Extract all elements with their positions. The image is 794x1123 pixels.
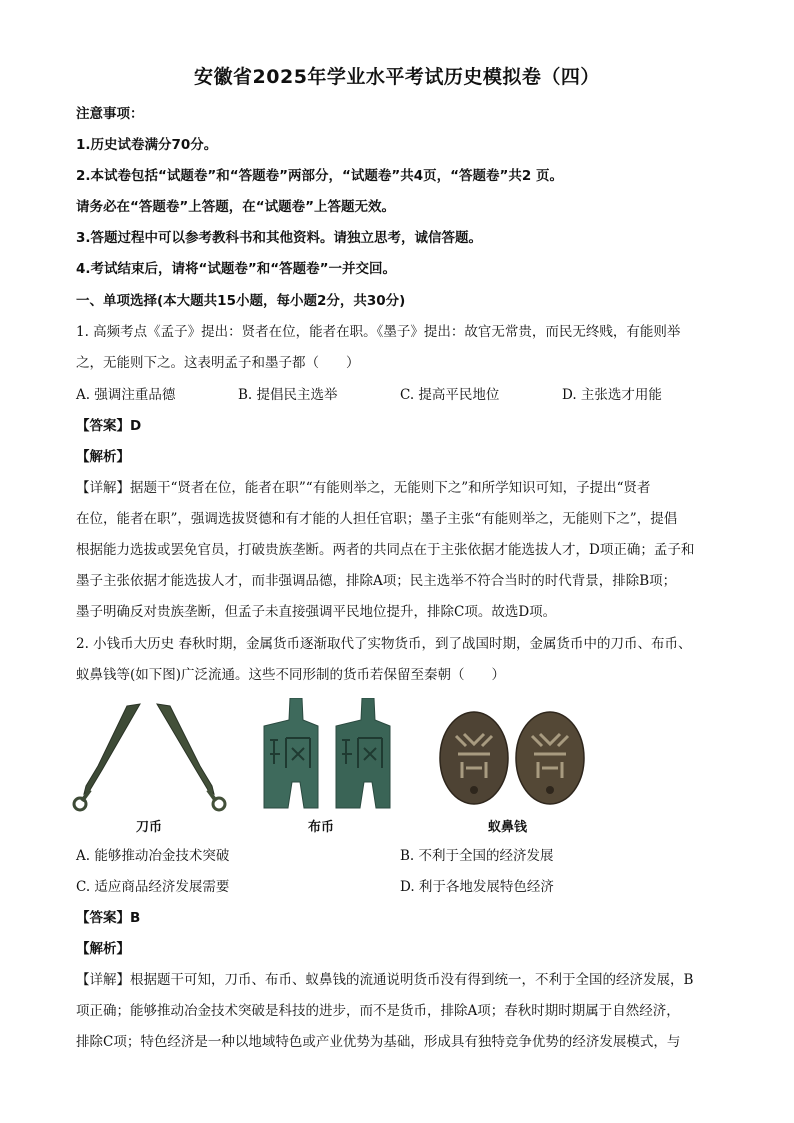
caption-knife-coin: 刀币 [136,820,163,835]
q2-detail-line: 项正确；能够推动冶金技术突破是科技的进步，而不是货币，排除A项；春秋时期时期属于自然经济， [76,1003,680,1019]
q1-option-c: C. 提高平民地位 [400,387,500,403]
q1-option-b: B. 提倡民主选举 [238,387,338,403]
section-heading: 一、单项选择(本大题共15小题，每小题2分，共30分) [76,293,406,309]
q1-detail-line: 根据能力选拔或罢免官员，打破贵族垄断。两者的共同点在于主张依据才能选拔人才，D项正确；孟子和 [76,542,695,558]
page-title: 安徽省2025年学业水平考试历史模拟卷（四） [194,66,600,88]
note-item: 4.考试结束后，请将“试题卷”和“答题卷”一并交回。 [76,261,397,277]
q2-answer: 【答案】B [76,910,141,926]
q1-detail-line: 墨子明确反对贵族垄断，但孟子未直接强调平民地位提升，排除C项。故选D项。 [76,604,557,620]
spade-coin-image [264,698,390,808]
q1-stem-line: 之，无能则下之。这表明孟子和墨子都（ ） [76,355,360,371]
q2-detail-line: 排除C项；特色经济是一种以地域特色或产业优势为基础，形成具有独特竞争优势的经济发展模式，与 [76,1034,681,1050]
q2-detail-line: 【详解】根据题干可知，刀币、布币、蚁鼻钱的流通说明货币没有得到统一，不利于全国的经济发展，B [76,972,694,988]
q1-option-d: D. 主张选才用能 [562,387,662,403]
q2-analysis-label: 【解析】 [76,941,130,957]
q2-option-c: C. 适应商品经济发展需要 [76,879,230,895]
note-item: 2.本试卷包括“试题卷”和“答题卷”两部分，“试题卷”共4页，“答题卷”共2 页。 [76,168,563,184]
q2-stem-line: 蚁鼻钱等(如下图)广泛流通。这些不同形制的货币若保留至秦朝（ ） [76,667,506,683]
caption-ant-nose-coin: 蚁鼻钱 [488,820,528,835]
caption-spade-coin: 布币 [308,820,335,835]
q2-stem-line: 2. 小钱币大历史 春秋时期，金属货币逐渐取代了实物货币，到了战国时期，金属货币中的刀币、布币、 [76,636,692,652]
q1-detail-line: 在位，能者在职”，强调选拔贤德和有才能的人担任官职；墨子主张“有能则举之，无能则下之”，提倡 [76,511,678,527]
q1-stem-line: 1. 高频考点《孟子》提出：贤者在位，能者在职。《墨子》提出：故官无常贵，而民无终贱，有能则举 [76,324,681,340]
ant-nose-coin-image [440,712,584,804]
q2-option-a: A. 能够推动冶金技术突破 [76,848,230,864]
q1-detail-line: 【详解】据题干“贤者在位，能者在职”“有能则举之，无能则下之”和所学知识可知，子提出“贤者 [76,480,651,496]
q1-option-a: A. 强调注重品德 [76,387,176,403]
note-item: 请务必在“答题卷”上答题，在“试题卷”上答题无效。 [76,199,395,215]
q2-option-d: D. 利于各地发展特色经济 [400,879,554,895]
note-item: 1.历史试卷满分70分。 [76,137,218,153]
q1-analysis-label: 【解析】 [76,449,130,465]
q2-option-b: B. 不利于全国的经济发展 [400,848,554,864]
knife-coin-image [74,704,225,810]
note-item: 3.答题过程中可以参考教科书和其他资料。请独立思考，诚信答题。 [76,230,483,246]
notes-heading: 注意事项： [76,106,144,122]
q1-answer: 【答案】D [76,418,142,434]
q1-detail-line: 墨子主张依据才能选拔人才，而非强调品德，排除A项；民主选举不符合当时的时代背景，排除B项； [76,573,677,589]
coins-figure [72,698,592,838]
